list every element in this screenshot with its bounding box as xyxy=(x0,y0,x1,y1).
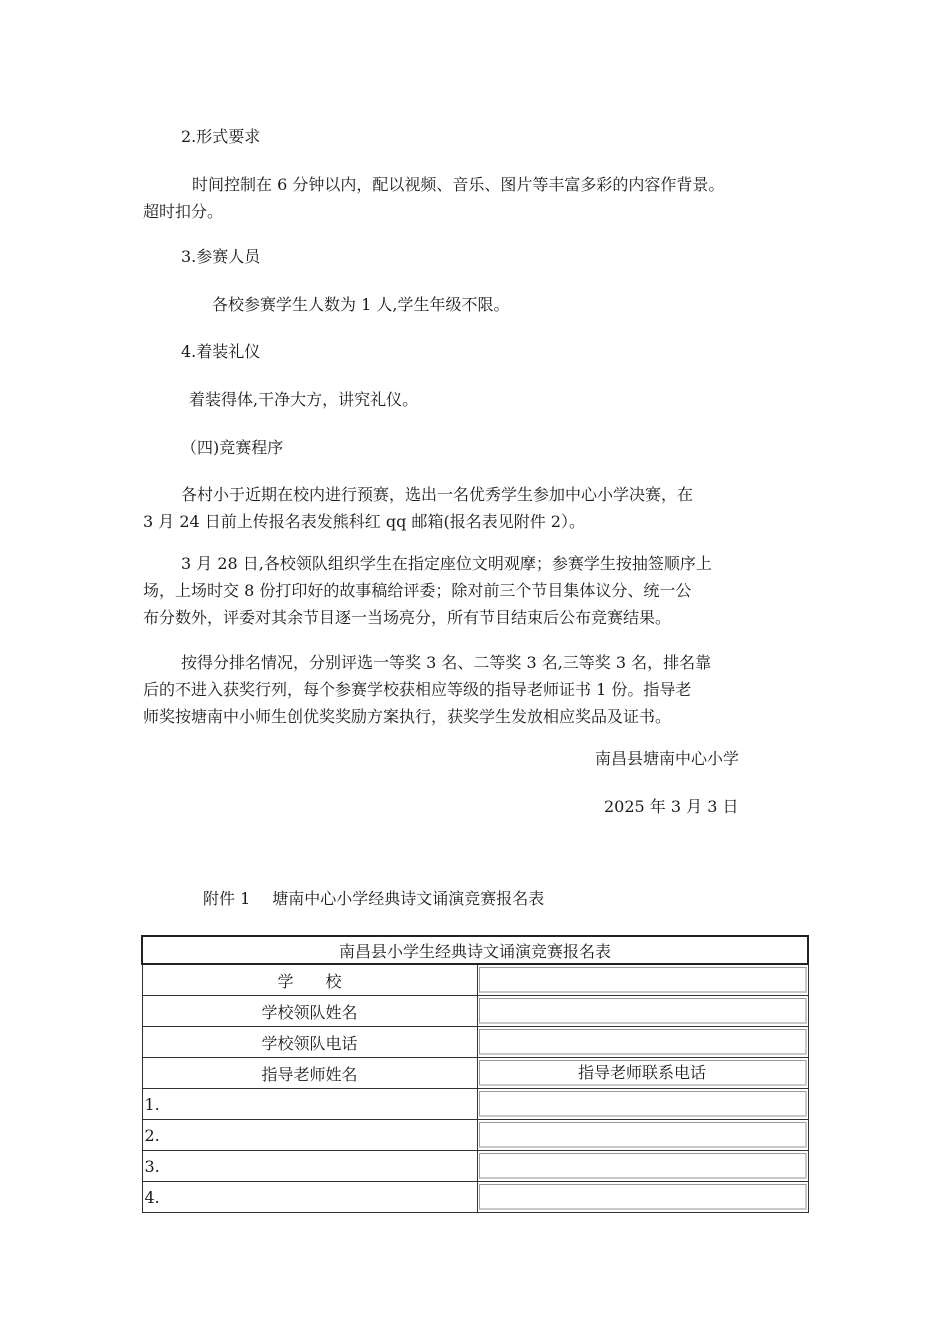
school-input[interactable] xyxy=(479,967,807,993)
signature-date: 2025 年 3 月 3 日 xyxy=(604,797,739,816)
paragraph-line: 3 月 28 日,各校领队组织学生在指定座位文明观摩；参赛学生按抽签顺序上 xyxy=(181,554,712,573)
leader-name-cell xyxy=(477,996,808,1027)
leader-phone-input[interactable] xyxy=(479,1029,807,1055)
table-row xyxy=(142,1089,808,1120)
table-header-row xyxy=(142,1058,808,1089)
teacher-phone-input[interactable] xyxy=(479,1184,807,1210)
dress-paragraph: 着装得体,干净大方，讲究礼仪。 xyxy=(189,390,419,409)
teacher-row-number[interactable]: 3. xyxy=(142,1151,477,1182)
form-title-row xyxy=(142,936,808,964)
teacher-row-number[interactable]: 2. xyxy=(142,1120,477,1151)
paragraph-line: 后的不进入获奖行列，每个参赛学校获相应等级的指导老师证书 1 份。指导老 xyxy=(143,680,692,699)
procedure-paragraph-3 xyxy=(143,649,815,730)
leader-name-label: 学校领队姓名 xyxy=(142,996,477,1027)
leader-name-input[interactable] xyxy=(479,998,807,1024)
table-row xyxy=(142,964,808,996)
teacher-name-header: 指导老师姓名 xyxy=(142,1058,477,1089)
form-requirement-paragraph xyxy=(143,171,815,225)
teacher-phone-input[interactable] xyxy=(479,1153,807,1179)
teacher-phone-cell xyxy=(477,1182,808,1213)
procedure-heading: （四)竞赛程序 xyxy=(181,438,284,457)
teacher-row-number[interactable]: 1. xyxy=(142,1089,477,1120)
form-requirement-heading: 2.形式要求 xyxy=(181,127,261,146)
registration-form-table xyxy=(141,935,809,1213)
teacher-phone-input[interactable] xyxy=(479,1091,807,1117)
teacher-phone-cell xyxy=(477,1120,808,1151)
paragraph-line: 各村小于近期在校内进行预赛，选出一名优秀学生参加中心小学决赛，在 xyxy=(181,485,694,504)
form-title: 南昌县小学生经典诗文诵演竞赛报名表 xyxy=(142,936,808,964)
teacher-row-number[interactable]: 4. xyxy=(142,1182,477,1213)
table-row xyxy=(142,1151,808,1182)
attachment-caption xyxy=(203,885,544,912)
attachment-title: 塘南中心小学经典诗文诵演竞赛报名表 xyxy=(272,889,545,908)
teacher-phone-header-cell xyxy=(477,1058,808,1089)
paragraph-line: 3 月 24 日前上传报名表发熊科红 qq 邮箱(报名表见附件 2）。 xyxy=(143,512,585,531)
dress-heading: 4.着装礼仪 xyxy=(181,342,261,361)
table-row xyxy=(142,1027,808,1058)
teacher-phone-cell xyxy=(477,1089,808,1120)
paragraph-line: 师奖按塘南中小师生创优奖奖励方案执行，获奖学生发放相应奖品及证书。 xyxy=(143,707,672,726)
procedure-paragraph-2 xyxy=(143,550,815,631)
teacher-phone-input[interactable] xyxy=(479,1122,807,1148)
table-row xyxy=(142,996,808,1027)
signature-organization: 南昌县塘南中心小学 xyxy=(595,749,740,768)
attachment-label: 附件 1 xyxy=(203,889,251,908)
table-row xyxy=(142,1120,808,1151)
leader-phone-label: 学校领队电话 xyxy=(142,1027,477,1058)
paragraph-line: 布分数外，评委对其余节目逐一当场亮分，所有节目结束后公布竞赛结果。 xyxy=(143,608,672,627)
paragraph-line: 按得分排名情况，分别评选一等奖 3 名、二等奖 3 名,三等奖 3 名，排名靠 xyxy=(181,653,712,672)
participants-heading: 3.参赛人员 xyxy=(181,247,261,266)
procedure-paragraph-1 xyxy=(143,481,815,535)
school-cell xyxy=(477,964,808,996)
paragraph-line: 场，上场时交 8 份打印好的故事稿给评委；除对前三个节目集体议分、统一公 xyxy=(143,581,692,600)
paragraph-line: 时间控制在 6 分钟以内，配以视频、音乐、图片等丰富多彩的内容作背景。 xyxy=(192,175,725,194)
teacher-phone-header: 指导老师联系电话 xyxy=(479,1060,807,1086)
participants-paragraph: 各校参赛学生人数为 1 人,学生年级不限。 xyxy=(212,295,510,314)
paragraph-line: 超时扣分。 xyxy=(143,202,224,221)
table-row xyxy=(142,1182,808,1213)
teacher-phone-cell xyxy=(477,1151,808,1182)
school-label: 学 校 xyxy=(142,964,477,996)
leader-phone-cell xyxy=(477,1027,808,1058)
